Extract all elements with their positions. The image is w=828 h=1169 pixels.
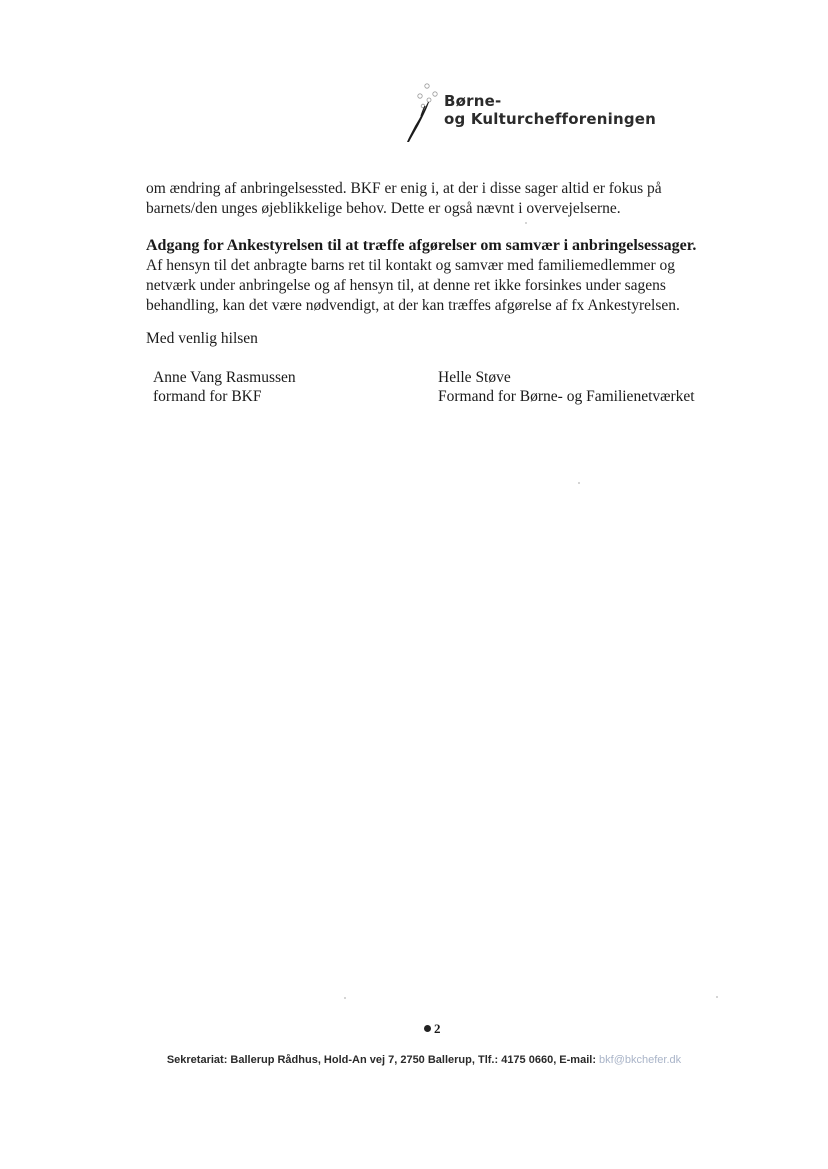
logo-text-line1: Børne- xyxy=(444,92,502,110)
flower-stem-icon xyxy=(398,80,438,146)
signature-title: formand for BKF xyxy=(153,388,262,405)
bullet-icon xyxy=(424,1025,431,1032)
signature-block-left xyxy=(153,368,296,406)
footer-email-link[interactable]: bkf@bkchefer.dk xyxy=(599,1054,682,1066)
scan-speck xyxy=(525,222,527,224)
page-number xyxy=(424,1021,441,1037)
section-heading: Adgang for Ankestyrelsen til at træffe afgørelser om samvær i anbringelsessager. xyxy=(146,237,697,254)
scan-speck xyxy=(344,997,346,999)
signature-name: Anne Vang Rasmussen xyxy=(153,369,296,386)
signature-title: Formand for Børne- og Familienetværket xyxy=(438,388,695,405)
organization-logo xyxy=(398,80,658,150)
scan-speck xyxy=(578,482,580,484)
logo-text-line2: og Kulturchefforeningen xyxy=(444,110,657,128)
signature-block-right xyxy=(438,368,695,406)
signature-name: Helle Støve xyxy=(438,369,511,386)
footer xyxy=(0,1053,828,1067)
paragraph-1: om ændring af anbringelsessted. BKF er enig i, at der i disse sager altid er fokus på barnets/den unges øjeblikkelige behov. Dette er også nævnt i overvejelserne. xyxy=(146,180,662,217)
footer-address: Sekretariat: Ballerup Rådhus, Hold-An vej 7, 2750 Ballerup, Tlf.: 4175 0660, E-mail: xyxy=(166,1054,600,1066)
page-number-value: 2 xyxy=(434,1021,441,1036)
paragraph-2: Af hensyn til det anbragte barns ret til kontakt og samvær med familiemedlemmer og netværk under anbringelse og af hensyn til, at denne ret ikke forsinkes under sagens behandling, kan det være nødvendigt, at der kan træffes afgørelse af fx Ankestyrelsen. xyxy=(146,257,680,314)
scan-speck xyxy=(716,996,718,998)
closing-greeting: Med venlig hilsen xyxy=(146,330,258,347)
